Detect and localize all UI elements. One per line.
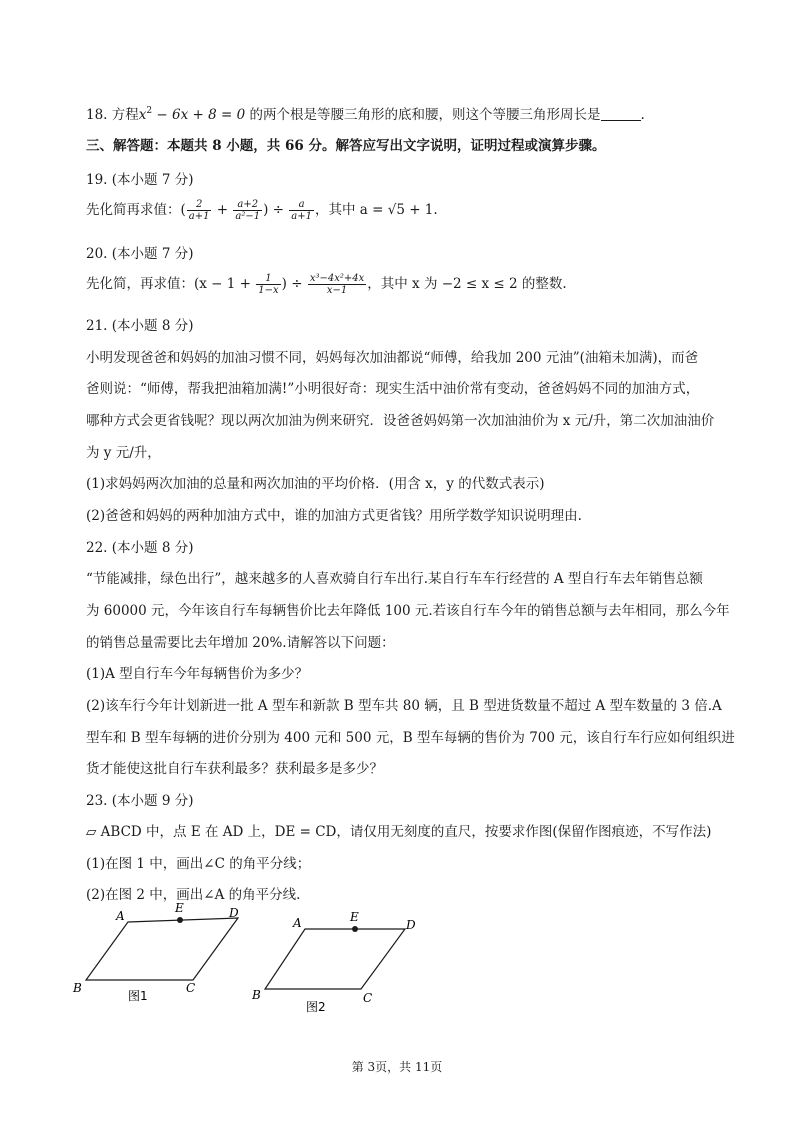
q18-end: . — [640, 107, 645, 123]
label-b: B — [73, 981, 82, 995]
q23-part-2: (2)在图 2 中，画出∠A 的角平分线. — [86, 887, 301, 903]
q21-line-2: 爸则说：“师傅，帮我把油箱加满!”小明很好奇：现实生活中油价常有变动，爸爸妈妈不同的加油方式， — [86, 381, 700, 397]
q19-divide: ) ÷ — [263, 202, 289, 218]
q21-line-3: 哪种方式会更省钱呢？现以两次加油为例来研究．设爸爸妈妈第一次加油油价为 x 元/升，第二次加油油价 — [86, 413, 715, 429]
q20-fraction-1: $\frac{1}{1-x}$ — [258, 273, 279, 296]
label-d: D — [229, 906, 239, 920]
question-18 — [86, 103, 645, 123]
q19-fraction-2: $\frac{a+2}{\text{a²−1}}$ — [235, 199, 261, 222]
q22-part-2a: (2)该车行今年计划新进一批 A 型车和新款 B 型车共 80 辆，且 B 型进货数量不超过 A 型车数量的 3 倍.A — [86, 698, 722, 714]
q19-fraction-3: $\frac{a}{a+1}$ — [291, 199, 312, 222]
q21-line-1: 小明发现爸爸和妈妈的加油习惯不同，妈妈每次加油都说“师傅，给我加 200 元油”(油箱未加满)，而爸 — [86, 350, 699, 366]
parallelogram-abcd — [265, 929, 405, 989]
q21-part-2: (2)爸爸和妈妈的两种加油方式中，谁的加油方式更省钱？用所学数学知识说明理由. — [86, 508, 582, 524]
q22-part-2b: 型车和 B 型车每辆的进价分别为 400 元和 500 元，B 型车每辆的售价为 700 元，该自行车行应如何组织进 — [86, 730, 735, 746]
q18-prefix: 18. 方程 — [86, 107, 139, 123]
q20-divide: ) ÷ — [281, 276, 307, 292]
page-footer: 第 3页，共 11页 — [351, 1060, 443, 1074]
q22-line-1: “节能减排，绿色出行”，越来越多的人喜欢骑自行车出行.某自行车车行经营的 A 型自行车去年销售总额 — [86, 571, 703, 587]
q22-line-3: 的销售总量需要比去年增加 20%.请解答以下问题： — [86, 635, 395, 651]
q19-tail: ，其中 a = √5 + 1. — [314, 202, 438, 218]
q20-fraction-2: $\frac{\text{x³−4x²+4x}}{x-1}$ — [309, 273, 365, 296]
q20-tail: ，其中 x 为 −2 ≤ x ≤ 2 的整数. — [367, 276, 567, 292]
q23-header: 23. (本小题 9 分) — [86, 793, 194, 809]
figure-2-parallelogram — [248, 905, 428, 1025]
point-e-dot — [352, 926, 358, 932]
label-a: A — [116, 909, 125, 923]
section-heading: 三、解答题：本题共 8 小题，共 66 分。解答应写出文字说明，证明过程或演算步骤。 — [86, 138, 606, 154]
figure-2-caption: 图2 — [306, 1000, 326, 1014]
q20-lead: 先化简，再求值：(x − 1 + — [86, 276, 256, 292]
q18-equation-rest: − 6x + 8 = 0 — [152, 107, 246, 123]
label-d: D — [406, 918, 416, 932]
q20-body — [86, 272, 567, 296]
q18-equation-x: x — [138, 107, 147, 123]
q18-equation-exponent: 2 — [146, 106, 153, 116]
q19-fraction-1: $\frac{2}{a+1}$ — [188, 199, 210, 222]
parallelogram-abcd — [86, 918, 238, 980]
q18-suffix: 的两个根是等腰三角形的底和腰，则这个等腰三角形周长是 — [245, 107, 601, 123]
figure-1-caption: 图1 — [128, 989, 148, 1003]
q21-header: 21. (本小题 8 分) — [86, 318, 194, 334]
label-c: C — [363, 991, 373, 1005]
point-e-dot — [177, 917, 183, 923]
q22-part-2c: 货才能使这批自行车获利最多？获利最多是多少？ — [86, 761, 383, 777]
q23-part-1: (1)在图 1 中，画出∠C 的角平分线； — [86, 856, 311, 872]
q22-part-1: (1)A 型自行车今年每辆售价为多少？ — [86, 666, 309, 682]
label-b: B — [252, 988, 261, 1002]
q19-body — [86, 198, 438, 222]
label-a: A — [293, 916, 302, 930]
label-c: C — [186, 981, 196, 995]
figure-1-parallelogram — [68, 900, 248, 1020]
q22-header: 22. (本小题 8 分) — [86, 540, 194, 556]
q19-plus: + — [212, 202, 233, 218]
label-e: E — [175, 901, 184, 915]
q20-header: 20. (本小题 7 分) — [86, 246, 194, 262]
q21-line-4: 为 y 元/升， — [86, 445, 161, 461]
q19-header: 19. (本小题 7 分) — [86, 172, 194, 188]
q23-line-1: ▱ ABCD 中，点 E 在 AD 上，DE = CD，请仅用无刻度的直尺，按要求作图(保留作图痕迹，不写作法) — [86, 824, 712, 840]
q19-lead: 先化简再求值：( — [86, 202, 186, 218]
label-e: E — [350, 910, 359, 924]
answer-blank — [601, 108, 641, 121]
q21-part-1: (1)求妈妈两次加油的总量和两次加油的平均价格．(用含 x，y 的代数式表示) — [86, 476, 545, 492]
q22-line-2: 为 60000 元，今年该自行车每辆售价比去年降低 100 元.若该自行车今年的销售总额与去年相同，那么今年 — [86, 603, 730, 619]
